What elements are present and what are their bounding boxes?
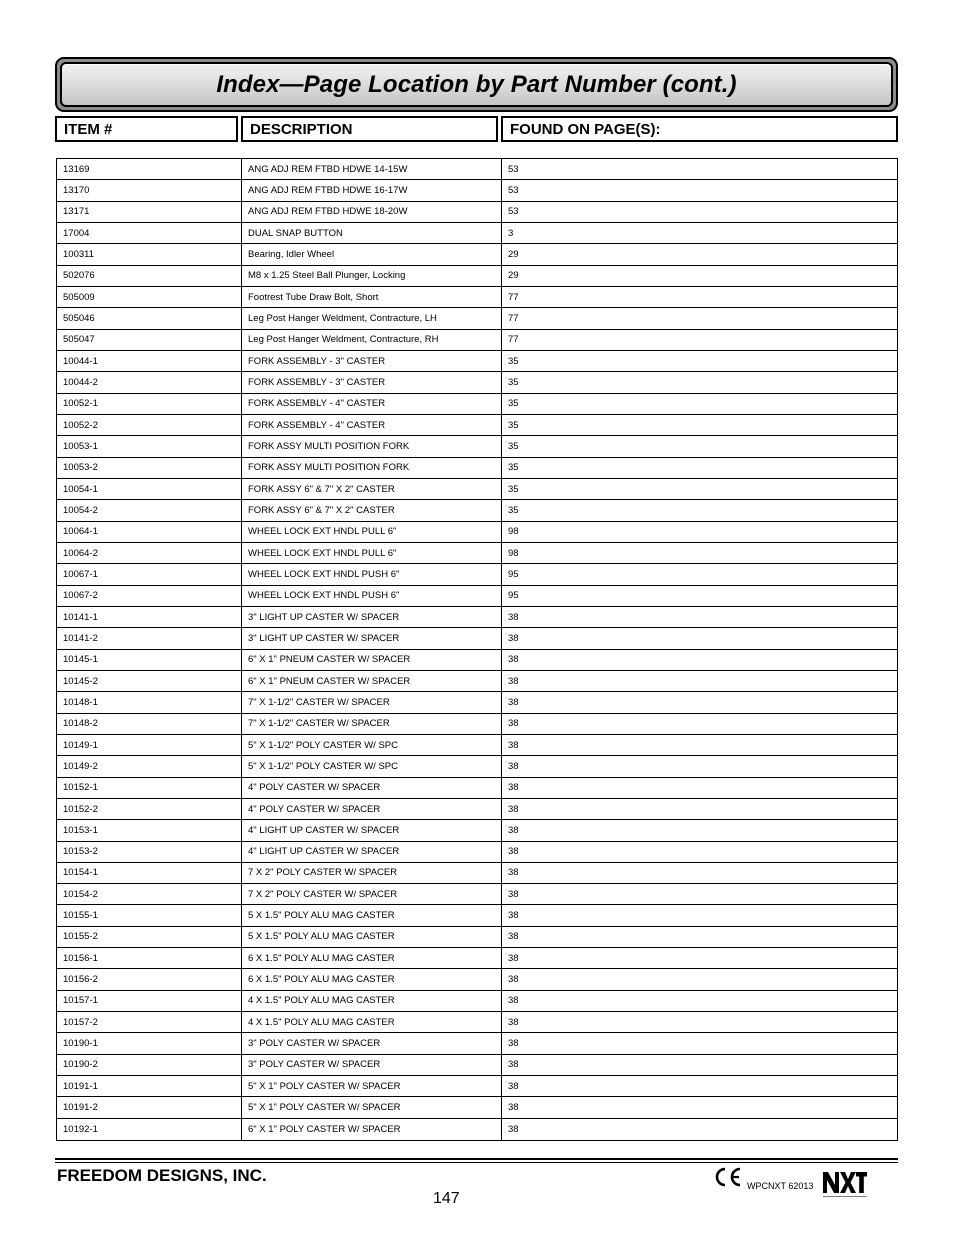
cell-page-numbers: 38 bbox=[508, 974, 519, 986]
cell-item-number: 10155-1 bbox=[57, 905, 242, 925]
cell-item-number: 10145-1 bbox=[57, 650, 242, 670]
cell-description: 6" X 1" POLY CASTER W/ SPACER bbox=[242, 1119, 502, 1140]
cell-item-number: 10156-1 bbox=[57, 948, 242, 968]
footer-rule-thick bbox=[55, 1158, 898, 1160]
cell-item-number: 10053-1 bbox=[57, 436, 242, 456]
cell-item-number: 100311 bbox=[57, 244, 242, 264]
table-row bbox=[57, 458, 897, 479]
cell-description: 4 X 1.5" POLY ALU MAG CASTER bbox=[242, 991, 502, 1011]
cell-item-number: 10054-1 bbox=[57, 479, 242, 499]
cell-item-number: 13171 bbox=[57, 202, 242, 222]
cell-page-numbers: 38 bbox=[508, 632, 519, 644]
cell-page-numbers: 35 bbox=[508, 462, 519, 474]
cell-page-numbers: 35 bbox=[508, 483, 519, 495]
cell-item-number: 10192-1 bbox=[57, 1119, 242, 1140]
table-row bbox=[57, 607, 897, 628]
table-row bbox=[57, 991, 897, 1012]
table-row bbox=[57, 692, 897, 713]
table-row bbox=[57, 223, 897, 244]
cell-item-number: 505009 bbox=[57, 287, 242, 307]
cell-page-numbers: 38 bbox=[508, 803, 519, 815]
page-number: 147 bbox=[433, 1190, 460, 1207]
cell-item-number: 10155-2 bbox=[57, 927, 242, 947]
cell-item-number: 10149-2 bbox=[57, 756, 242, 776]
table-row bbox=[57, 330, 897, 351]
cell-description: FORK ASSY MULTI POSITION FORK bbox=[242, 458, 502, 478]
cell-item-number: 10157-2 bbox=[57, 1012, 242, 1032]
cell-item-number: 10154-2 bbox=[57, 884, 242, 904]
table-row bbox=[57, 308, 897, 329]
table-row bbox=[57, 244, 897, 265]
table-row bbox=[57, 778, 897, 799]
page-title: Index—Page Location by Part Number (cont.) bbox=[216, 70, 737, 98]
table-row bbox=[57, 564, 897, 585]
cell-description: 4" POLY CASTER W/ SPACER bbox=[242, 799, 502, 819]
cell-page-numbers: 35 bbox=[508, 398, 519, 410]
cell-description: 6" X 1" PNEUM CASTER W/ SPACER bbox=[242, 671, 502, 691]
table-row bbox=[57, 650, 897, 671]
cell-page-numbers: 53 bbox=[508, 163, 519, 175]
cell-page-numbers: 98 bbox=[508, 526, 519, 538]
footer-rule-thin bbox=[55, 1162, 898, 1163]
table-row bbox=[57, 884, 897, 905]
cell-page-numbers: 77 bbox=[508, 291, 519, 303]
cell-page-numbers: 38 bbox=[508, 1016, 519, 1028]
table-row bbox=[57, 1012, 897, 1033]
cell-page-numbers: 38 bbox=[508, 782, 519, 794]
cell-description: WHEEL LOCK EXT HNDL PUSH 6" bbox=[242, 564, 502, 584]
cell-description: 5" X 1" POLY CASTER W/ SPACER bbox=[242, 1097, 502, 1117]
cell-item-number: 10148-1 bbox=[57, 692, 242, 712]
table-row bbox=[57, 1097, 897, 1118]
cell-item-number: 10064-2 bbox=[57, 543, 242, 563]
table-row bbox=[57, 1119, 897, 1140]
cell-item-number: 17004 bbox=[57, 223, 242, 243]
cell-description: 5" X 1-1/2" POLY CASTER W/ SPC bbox=[242, 735, 502, 755]
cell-page-numbers: 38 bbox=[508, 718, 519, 730]
cell-description: Bearing, Idler Wheel bbox=[242, 244, 502, 264]
cell-page-numbers: 35 bbox=[508, 440, 519, 452]
table-row bbox=[57, 820, 897, 841]
cell-page-numbers: 38 bbox=[508, 952, 519, 964]
cell-item-number: 10053-2 bbox=[57, 458, 242, 478]
cell-item-number: 10145-2 bbox=[57, 671, 242, 691]
table-row bbox=[57, 1076, 897, 1097]
cell-item-number: 10054-2 bbox=[57, 500, 242, 520]
table-row bbox=[57, 842, 897, 863]
cell-description: 5" X 1" POLY CASTER W/ SPACER bbox=[242, 1076, 502, 1096]
ce-mark-icon bbox=[713, 1167, 743, 1187]
cell-page-numbers: 38 bbox=[508, 1123, 519, 1135]
cell-item-number: 10153-1 bbox=[57, 820, 242, 840]
cell-item-number: 13170 bbox=[57, 180, 242, 200]
cell-item-number: 10157-1 bbox=[57, 991, 242, 1011]
nxt-logo bbox=[822, 1170, 868, 1202]
table-row bbox=[57, 756, 897, 777]
table-row bbox=[57, 394, 897, 415]
cell-item-number: 10067-1 bbox=[57, 564, 242, 584]
table-row bbox=[57, 714, 897, 735]
cell-page-numbers: 77 bbox=[508, 312, 519, 324]
table-row bbox=[57, 287, 897, 308]
table-row bbox=[57, 522, 897, 543]
cell-page-numbers: 38 bbox=[508, 846, 519, 858]
cell-page-numbers: 38 bbox=[508, 739, 519, 751]
table-row bbox=[57, 1055, 897, 1076]
column-header-description: DESCRIPTION bbox=[241, 116, 498, 142]
cell-description: FORK ASSEMBLY - 3" CASTER bbox=[242, 351, 502, 371]
cell-item-number: 10156-2 bbox=[57, 969, 242, 989]
cell-page-numbers: 3 bbox=[508, 227, 514, 239]
cell-item-number: 10052-2 bbox=[57, 415, 242, 435]
table-row bbox=[57, 372, 897, 393]
cell-description: 4" LIGHT UP CASTER W/ SPACER bbox=[242, 820, 502, 840]
cell-page-numbers: 38 bbox=[508, 760, 519, 772]
cell-description: FORK ASSY MULTI POSITION FORK bbox=[242, 436, 502, 456]
table-row bbox=[57, 543, 897, 564]
cell-item-number: 10044-2 bbox=[57, 372, 242, 392]
cell-description: FORK ASSY 6" & 7" X 2" CASTER bbox=[242, 500, 502, 520]
cell-description: FORK ASSEMBLY - 3" CASTER bbox=[242, 372, 502, 392]
cell-item-number: 10141-1 bbox=[57, 607, 242, 627]
cell-page-numbers: 38 bbox=[508, 675, 519, 687]
cell-description: Leg Post Hanger Weldment, Contracture, LH bbox=[242, 308, 502, 328]
document-reference: WPCNXT 62013 bbox=[747, 1181, 814, 1191]
cell-description: 3" POLY CASTER W/ SPACER bbox=[242, 1033, 502, 1053]
table-row bbox=[57, 586, 897, 607]
table-row bbox=[57, 1033, 897, 1054]
cell-item-number: 10153-2 bbox=[57, 842, 242, 862]
cell-item-number: 10052-1 bbox=[57, 394, 242, 414]
cell-description: Leg Post Hanger Weldment, Contracture, RH bbox=[242, 330, 502, 350]
cell-page-numbers: 38 bbox=[508, 611, 519, 623]
cell-description: 4 X 1.5" POLY ALU MAG CASTER bbox=[242, 1012, 502, 1032]
cell-description: DUAL SNAP BUTTON bbox=[242, 223, 502, 243]
cell-page-numbers: 95 bbox=[508, 590, 519, 602]
cell-item-number: 505047 bbox=[57, 330, 242, 350]
cell-description: FORK ASSEMBLY - 4" CASTER bbox=[242, 415, 502, 435]
cell-description: 7" X 1-1/2" CASTER W/ SPACER bbox=[242, 692, 502, 712]
cell-description: ANG ADJ REM FTBD HDWE 16-17W bbox=[242, 180, 502, 200]
cell-page-numbers: 38 bbox=[508, 931, 519, 943]
cell-item-number: 10067-2 bbox=[57, 586, 242, 606]
cell-page-numbers: 38 bbox=[508, 867, 519, 879]
cell-item-number: 10148-2 bbox=[57, 714, 242, 734]
table-row bbox=[57, 202, 897, 223]
cell-description: 7 X 2" POLY CASTER W/ SPACER bbox=[242, 863, 502, 883]
column-header-item: ITEM # bbox=[55, 116, 238, 142]
table-row bbox=[57, 905, 897, 926]
cell-description: 5 X 1.5" POLY ALU MAG CASTER bbox=[242, 905, 502, 925]
table-row bbox=[57, 948, 897, 969]
table-row bbox=[57, 628, 897, 649]
table-row bbox=[57, 735, 897, 756]
table-row bbox=[57, 799, 897, 820]
table-row bbox=[57, 180, 897, 201]
cell-description: FORK ASSEMBLY - 4" CASTER bbox=[242, 394, 502, 414]
cell-item-number: 502076 bbox=[57, 266, 242, 286]
cell-description: M8 x 1.25 Steel Ball Plunger, Locking bbox=[242, 266, 502, 286]
cell-page-numbers: 35 bbox=[508, 355, 519, 367]
cell-item-number: 10044-1 bbox=[57, 351, 242, 371]
table-row bbox=[57, 436, 897, 457]
cell-description: 7" X 1-1/2" CASTER W/ SPACER bbox=[242, 714, 502, 734]
cell-page-numbers: 38 bbox=[508, 1059, 519, 1071]
cell-item-number: 10191-2 bbox=[57, 1097, 242, 1117]
table-row bbox=[57, 969, 897, 990]
column-header-pages: FOUND ON PAGE(S): bbox=[501, 116, 898, 142]
cell-description: 5 X 1.5" POLY ALU MAG CASTER bbox=[242, 927, 502, 947]
cell-page-numbers: 53 bbox=[508, 206, 519, 218]
table-row bbox=[57, 500, 897, 521]
cell-item-number: 10141-2 bbox=[57, 628, 242, 648]
cell-description: ANG ADJ REM FTBD HDWE 14-15W bbox=[242, 159, 502, 179]
cell-item-number: 13169 bbox=[57, 159, 242, 179]
cell-page-numbers: 98 bbox=[508, 547, 519, 559]
cell-description: 3" LIGHT UP CASTER W/ SPACER bbox=[242, 628, 502, 648]
cell-page-numbers: 95 bbox=[508, 568, 519, 580]
title-banner bbox=[55, 57, 898, 112]
cell-page-numbers: 77 bbox=[508, 334, 519, 346]
company-name: FREEDOM DESIGNS, INC. bbox=[57, 1166, 267, 1185]
column-headers bbox=[55, 116, 898, 142]
cell-page-numbers: 38 bbox=[508, 888, 519, 900]
cell-description: 7 X 2" POLY CASTER W/ SPACER bbox=[242, 884, 502, 904]
cell-page-numbers: 38 bbox=[508, 696, 519, 708]
cell-item-number: 10064-1 bbox=[57, 522, 242, 542]
cell-description: 4" POLY CASTER W/ SPACER bbox=[242, 778, 502, 798]
cell-description: 3" POLY CASTER W/ SPACER bbox=[242, 1055, 502, 1075]
table-row bbox=[57, 479, 897, 500]
cell-page-numbers: 53 bbox=[508, 184, 519, 196]
cell-description: 5" X 1-1/2" POLY CASTER W/ SPC bbox=[242, 756, 502, 776]
cell-item-number: 10152-1 bbox=[57, 778, 242, 798]
table-row bbox=[57, 266, 897, 287]
table-row bbox=[57, 351, 897, 372]
cell-description: ANG ADJ REM FTBD HDWE 18-20W bbox=[242, 202, 502, 222]
parts-index-table bbox=[56, 158, 898, 1141]
cell-item-number: 10190-1 bbox=[57, 1033, 242, 1053]
table-row bbox=[57, 671, 897, 692]
cell-description: 6 X 1.5" POLY ALU MAG CASTER bbox=[242, 969, 502, 989]
cell-item-number: 10152-2 bbox=[57, 799, 242, 819]
cell-description: FORK ASSY 6" & 7" X 2" CASTER bbox=[242, 479, 502, 499]
cell-item-number: 10190-2 bbox=[57, 1055, 242, 1075]
table-row bbox=[57, 415, 897, 436]
cell-description: 6" X 1" PNEUM CASTER W/ SPACER bbox=[242, 650, 502, 670]
cell-item-number: 505046 bbox=[57, 308, 242, 328]
cell-page-numbers: 38 bbox=[508, 995, 519, 1007]
cell-description: Footrest Tube Draw Bolt, Short bbox=[242, 287, 502, 307]
cell-item-number: 10191-1 bbox=[57, 1076, 242, 1096]
cell-page-numbers: 35 bbox=[508, 376, 519, 388]
cell-page-numbers: 35 bbox=[508, 419, 519, 431]
cell-item-number: 10149-1 bbox=[57, 735, 242, 755]
table-row bbox=[57, 927, 897, 948]
cell-item-number: 10154-1 bbox=[57, 863, 242, 883]
cell-page-numbers: 35 bbox=[508, 504, 519, 516]
cell-description: WHEEL LOCK EXT HNDL PUSH 6" bbox=[242, 586, 502, 606]
cell-page-numbers: 38 bbox=[508, 824, 519, 836]
title-banner-inner bbox=[60, 62, 893, 107]
cell-page-numbers: 29 bbox=[508, 270, 519, 282]
cell-description: 6 X 1.5" POLY ALU MAG CASTER bbox=[242, 948, 502, 968]
cell-description: WHEEL LOCK EXT HNDL PULL 6" bbox=[242, 522, 502, 542]
cell-page-numbers: 38 bbox=[508, 654, 519, 666]
cell-description: 3" LIGHT UP CASTER W/ SPACER bbox=[242, 607, 502, 627]
cell-page-numbers: 38 bbox=[508, 1080, 519, 1092]
cell-page-numbers: 38 bbox=[508, 1102, 519, 1114]
cell-page-numbers: 38 bbox=[508, 1038, 519, 1050]
cell-page-numbers: 38 bbox=[508, 910, 519, 922]
cell-description: 4" LIGHT UP CASTER W/ SPACER bbox=[242, 842, 502, 862]
cell-page-numbers: 29 bbox=[508, 248, 519, 260]
table-row bbox=[57, 863, 897, 884]
cell-description: WHEEL LOCK EXT HNDL PULL 6" bbox=[242, 543, 502, 563]
table-row bbox=[57, 159, 897, 180]
